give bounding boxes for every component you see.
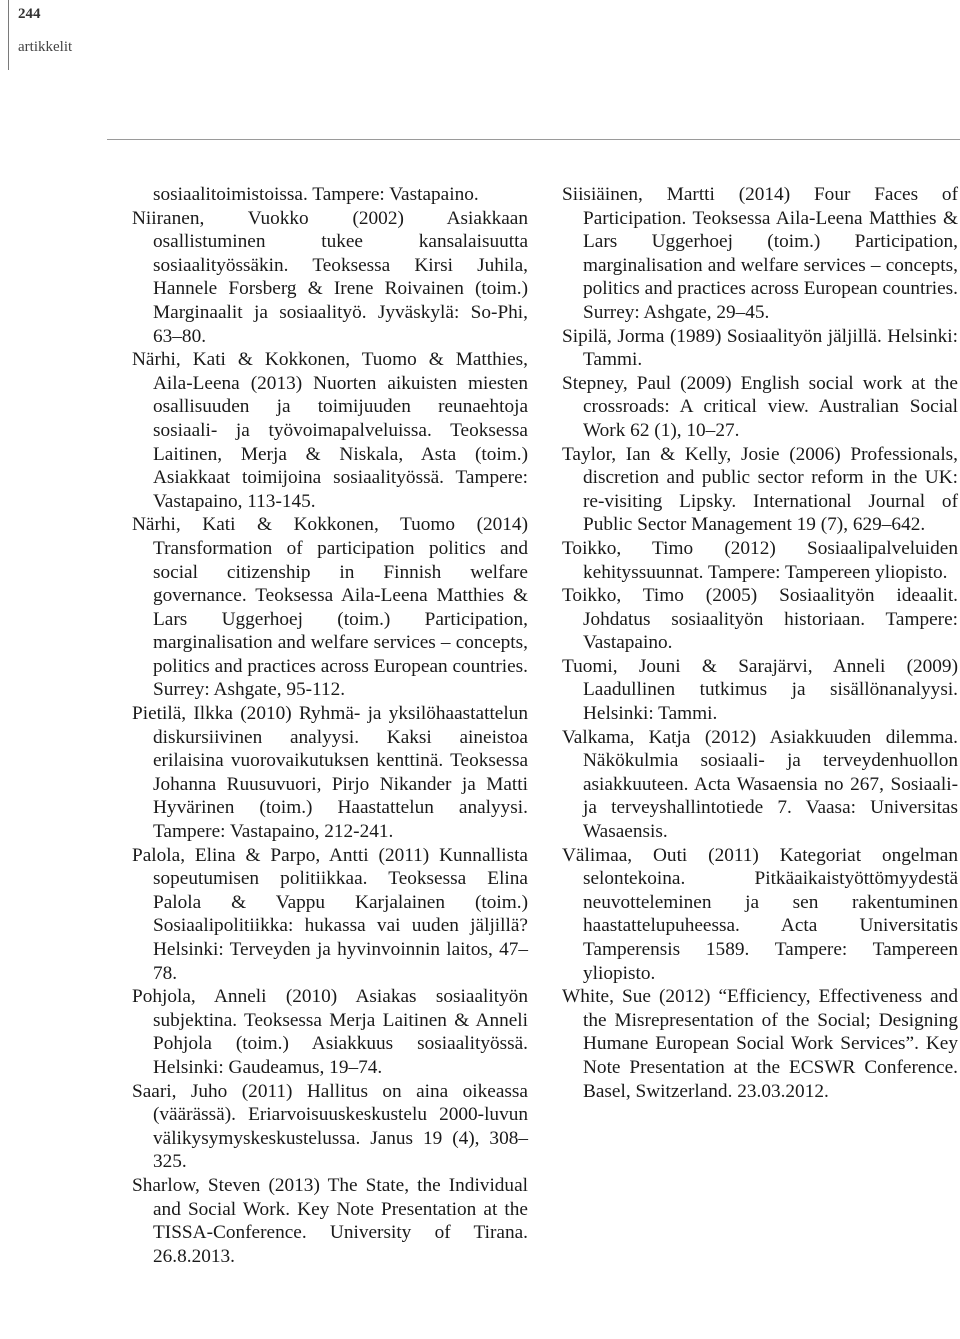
page-number: 244: [18, 6, 41, 22]
reference-entry: Närhi, Kati & Kokkonen, Tuomo (2014) Transformation of participation politics and social citizenship in Finnish welfare governance. Teoksessa Aila-Leena Matthies & Lars Uggerhoej (toim.) Participation, marginalisation and welfare services – concepts, politics and practices across European countries. Surrey: Ashgate, 95-112.: [132, 514, 528, 701]
reference-entry: Saari, Juho (2011) Hallitus on aina oikeassa (väärässä). Eriarvoisuuskeskustelu 2000-luvun välikysymyskeskustelussa. Janus 19 (4), 308–325.: [132, 1080, 528, 1173]
reference-entry: sosiaalitoimistoissa. Tampere: Vastapaino.: [153, 184, 479, 205]
header-rule: [107, 139, 960, 140]
reference-entry: Sharlow, Steven (2013) The State, the Individual and Social Work. Key Note Presentation at the TISSA-Conference. University of Tirana. 26.8.2013.: [132, 1174, 528, 1267]
header-divider-line: [8, 0, 9, 70]
reference-entry: Valkama, Katja (2012) Asiakkuuden dilemma. Näkökulmia sosiaali- ja terveydenhuollon asiakkuuteen. Acta Wasaensia no 267, Sosiaali- ja terveyshallintotiede 7. Vaasa: Universitas Wasaensis.: [562, 726, 958, 843]
reference-entry: Toikko, Timo (2012) Sosiaalipalveluiden kehityssuunnat. Tampere: Tampereen yliopisto.: [562, 537, 958, 583]
reference-entry: Palola, Elina & Parpo, Antti (2011) Kunnallista sopeutumisen politiikkaa. Teoksessa Elina Palola & Vappu Karjalainen (toim.) Sosiaalipolitiikka: hukassa vai uuden jäljillä? Helsinki: Terveyden ja hyvinvoinnin laitos, 47–78.: [132, 844, 528, 984]
reference-entry: Pietilä, Ilkka (2010) Ryhmä- ja yksilöhaastattelun diskursiivinen analyysi. Kaksi aineistoa erilaisina vuorovaikutuksen kenttinä. Teoksessa Johanna Ruusuvuori, Pirjo Nikander ja Matti Hyvärinen (toim.) Haastattelun analyysi. Tampere: Vastapaino, 212-241.: [132, 703, 528, 843]
reference-entry: Sipilä, Jorma (1989) Sosiaalityön jäljillä. Helsinki: Tammi.: [562, 325, 958, 371]
reference-entry: Toikko, Timo (2005) Sosiaalityön ideaalit. Johdatus sosiaalityön historiaan. Tampere: Vastapaino.: [562, 585, 958, 654]
reference-entry: Stepney, Paul (2009) English social work at the crossroads: A critical view. Australian Social Work 62 (1), 10–27.: [562, 372, 958, 441]
reference-entry: Tuomi, Jouni & Sarajärvi, Anneli (2009) Laadullinen tutkimus ja sisällönanalyysi. Helsinki: Tammi.: [562, 655, 958, 725]
references-left-column: [132, 183, 528, 1268]
references-right-column: [562, 183, 958, 1103]
reference-entry: White, Sue (2012) “Efficiency, Effectiveness and the Misrepresentation of the Social; Designing Humane European Social Work Services”. Key Note Presentation at the ECSWR Conference. Basel, Switzerland. 23.03.2012.: [562, 986, 958, 1102]
reference-entry: Niiranen, Vuokko (2002) Asiakkaan osallistuminen tukee kansalaisuutta sosiaalityössäkin. Teoksessa Kirsi Juhila, Hannele Forsberg & Irene Roivainen (toim.) Marginaalit ja sosiaalityö. Jyväskylä: So-Phi, 63–80.: [132, 207, 528, 347]
reference-entry: Taylor, Ian & Kelly, Josie (2006) Professionals, discretion and public sector reform in the UK: re-visiting Lipsky. International Journal of Public Sector Management 19 (7), 629–642.: [562, 443, 958, 536]
reference-entry: Pohjola, Anneli (2010) Asiakas sosiaalityön subjektina. Teoksessa Merja Laitinen & Anneli Pohjola (toim.) Asiakkuus sosiaalityössä. Helsinki: Gaudeamus, 19–74.: [132, 986, 528, 1078]
reference-entry: Välimaa, Outi (2011) Kategoriat ongelman selontekoina. Pitkäaikaistyöttömyydestä neuvotteleminen ja sen rakentuminen haastattelupuheessa. Acta Universitatis Tamperensis 1589. Tampere: Tampereen yliopisto.: [562, 844, 958, 984]
reference-entry: Siisiäinen, Martti (2014) Four Faces of Participation. Teoksessa Aila-Leena Matthies & Lars Uggerhoej (toim.) Participation, marginalisation and welfare services – concepts, politics and practices across European countries. Surrey: Ashgate, 29–45.: [562, 184, 958, 323]
reference-entry: Närhi, Kati & Kokkonen, Tuomo & Matthies, Aila-Leena (2013) Nuorten aikuisten miesten osallisuuden ja toimijuuden reunaehtoja sosiaali- ja työvoimapalveluissa. Teoksessa Laitinen, Merja & Niskala, Asta (toim.) Asiakkaat toimijoina sosiaalityössä. Tampere: Vastapaino, 113-145.: [132, 349, 528, 512]
section-label: artikkelit: [18, 39, 73, 55]
